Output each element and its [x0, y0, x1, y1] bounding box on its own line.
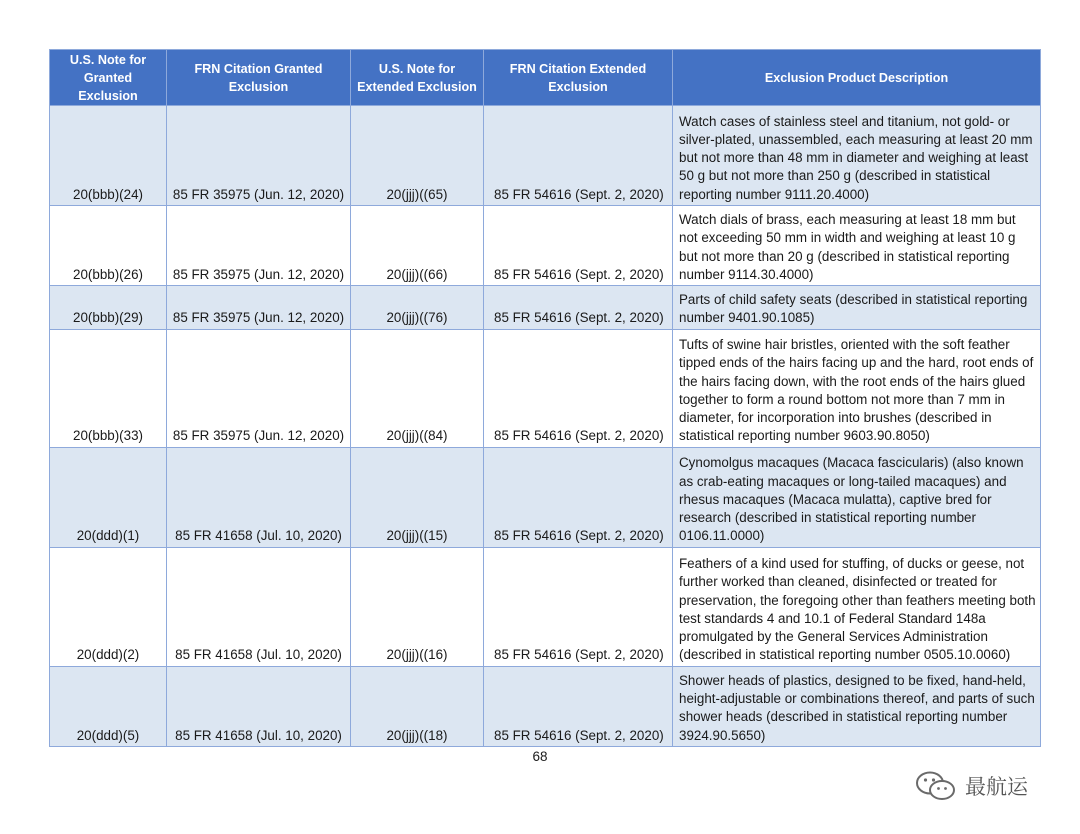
granted-note-cell: 20(ddd)(1): [50, 447, 167, 547]
extended-note-cell: 20(jjj)((66): [351, 206, 484, 286]
granted-frn-cell: 85 FR 35975 (Jun. 12, 2020): [167, 206, 351, 286]
extended-note-cell: 20(jjj)((16): [351, 547, 484, 666]
extended-note-cell: 20(jjj)((65): [351, 106, 484, 206]
description-cell: Watch dials of brass, each measuring at least 18 mm but not exceeding 50 mm in width and weighing at least 10 g but not more than 20 g (described in statistical reporting number 9114.30.4000): [673, 206, 1041, 286]
table-row: [50, 666, 1041, 746]
description-cell: Tufts of swine hair bristles, oriented with the soft feather tipped ends of the hairs facing up and the hard, root ends of the hairs facing down, with the root ends of the hairs glued together to form a round bottom not more than 7 mm in diameter, for incorporation into brushes (described in statistical reporting number 9603.90.8050): [673, 329, 1041, 447]
table-row: [50, 447, 1041, 547]
granted-note-cell: 20(bbb)(33): [50, 329, 167, 447]
watermark: [915, 770, 1028, 802]
extended-frn-cell: 85 FR 54616 (Sept. 2, 2020): [484, 286, 673, 330]
granted-note-cell: 20(bbb)(26): [50, 206, 167, 286]
extended-note-cell: 20(jjj)((18): [351, 666, 484, 746]
extended-frn-cell: 85 FR 54616 (Sept. 2, 2020): [484, 329, 673, 447]
table-row: [50, 286, 1041, 330]
extended-frn-cell: 85 FR 54616 (Sept. 2, 2020): [484, 206, 673, 286]
header-extended-frn: FRN Citation Extended Exclusion: [484, 50, 673, 106]
granted-frn-cell: 85 FR 35975 (Jun. 12, 2020): [167, 329, 351, 447]
extended-note-cell: 20(jjj)((15): [351, 447, 484, 547]
header-description: Exclusion Product Description: [673, 50, 1041, 106]
extended-note-cell: 20(jjj)((84): [351, 329, 484, 447]
table-row: [50, 106, 1041, 206]
header-granted-note: U.S. Note for Granted Exclusion: [50, 50, 167, 106]
description-cell: Watch cases of stainless steel and titanium, not gold- or silver-plated, unassembled, each measuring at least 20 mm but not more than 48 mm in diameter and weighing at least 50 g but not more than 250 g (described in statistical reporting number 9111.20.4000): [673, 106, 1041, 206]
granted-frn-cell: 85 FR 35975 (Jun. 12, 2020): [167, 286, 351, 330]
granted-note-cell: 20(ddd)(5): [50, 666, 167, 746]
extended-frn-cell: 85 FR 54616 (Sept. 2, 2020): [484, 447, 673, 547]
page-number: 68: [532, 749, 548, 764]
table-row: [50, 547, 1041, 666]
granted-frn-cell: 85 FR 41658 (Jul. 10, 2020): [167, 447, 351, 547]
description-cell: Feathers of a kind used for stuffing, of ducks or geese, not further worked than cleaned, disinfected or treated for preservation, the foregoing other than feathers meeting both test standards 4 and 10.1 of Federal Standard 148a promulgated by the General Services Administration (described in statistical reporting number 0505.10.0060): [673, 547, 1041, 666]
table-row: [50, 206, 1041, 286]
wechat-icon: [915, 770, 957, 802]
granted-frn-cell: 85 FR 41658 (Jul. 10, 2020): [167, 666, 351, 746]
granted-note-cell: 20(bbb)(24): [50, 106, 167, 206]
granted-note-cell: 20(bbb)(29): [50, 286, 167, 330]
description-cell: Parts of child safety seats (described in statistical reporting number 9401.90.1085): [673, 286, 1041, 330]
watermark-text: 最航运: [965, 775, 1028, 799]
description-cell: Cynomolgus macaques (Macaca fascicularis) (also known as crab-eating macaques or long-tailed macaques) and rhesus macaques (Macaca mulatta), captive bred for research (described in statistical reporting number 0106.11.0000): [673, 447, 1041, 547]
extended-frn-cell: 85 FR 54616 (Sept. 2, 2020): [484, 666, 673, 746]
header-granted-frn: FRN Citation Granted Exclusion: [167, 50, 351, 106]
exclusion-table: [49, 49, 1041, 747]
granted-note-cell: 20(ddd)(2): [50, 547, 167, 666]
granted-frn-cell: 85 FR 41658 (Jul. 10, 2020): [167, 547, 351, 666]
extended-note-cell: 20(jjj)((76): [351, 286, 484, 330]
extended-frn-cell: 85 FR 54616 (Sept. 2, 2020): [484, 547, 673, 666]
extended-frn-cell: 85 FR 54616 (Sept. 2, 2020): [484, 106, 673, 206]
description-cell: Shower heads of plastics, designed to be fixed, hand-held, height-adjustable or combinations thereof, and parts of such shower heads (described in statistical reporting number 3924.90.5650): [673, 666, 1041, 746]
table-row: [50, 329, 1041, 447]
header-extended-note: U.S. Note for Extended Exclusion: [351, 50, 484, 106]
table-header-row: [50, 50, 1041, 106]
granted-frn-cell: 85 FR 35975 (Jun. 12, 2020): [167, 106, 351, 206]
